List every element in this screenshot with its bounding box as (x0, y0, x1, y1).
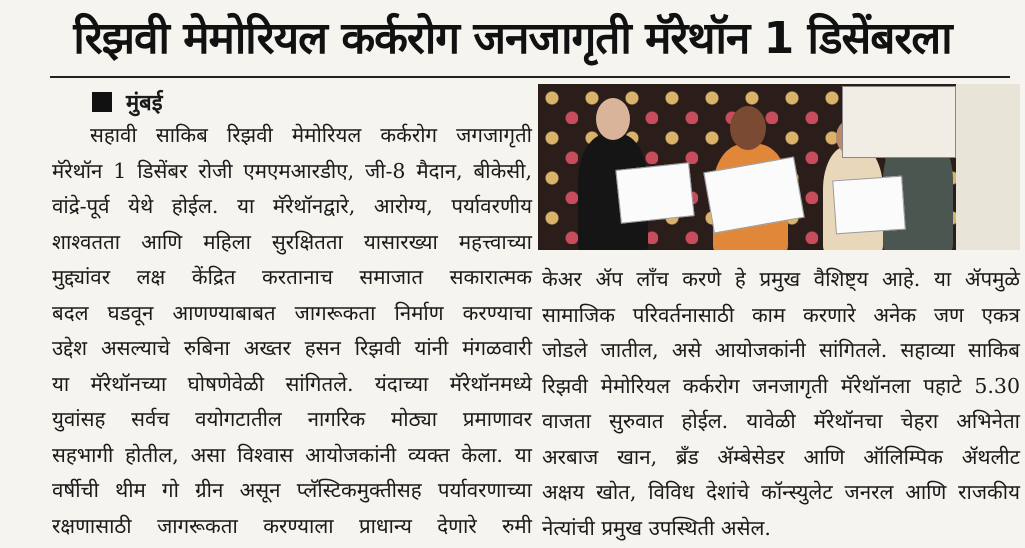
person-head (596, 98, 630, 140)
article-line: रिझवी मेमोरियल कर्करोग जनजागृती मॅरेथॉनला पहाटे 5.30 (542, 373, 1020, 398)
dateline (92, 88, 163, 116)
article-line: केअर ॲप लाँच करणे हे प्रमुख वैशिष्ट्य आहे. या ॲपमुळे (542, 267, 1020, 291)
article-line: रक्षणासाठी जागरूकता करण्याला प्राधान्य देणारे रुमी (52, 513, 532, 538)
article-line: अरबाज खान, ब्रँड ॲम्बेसेडर आणि ऑलिम्पिक ॲथलीट (542, 444, 1020, 469)
article-line: मुद्द्यांवर लक्ष केंद्रित करतानाच समाजात सकारात्मक (52, 265, 532, 289)
article-line: बदल घडवून आणण्याबाबत जागरूकता निर्माण करण्याचा (52, 300, 532, 325)
launch-card (832, 176, 906, 235)
article-line: उद्देश असल्याचे रुबिना अख्तर हसन रिझवी यांनी मंगळवारी (52, 336, 532, 360)
article-line: वांद्रे-पूर्व येथे होईल. या मॅरेथॉनद्वारे, आरोग्य, पर्यावरणीय (52, 194, 532, 218)
article-line: मॅरेथॉन 1 डिसेंबर रोजी एमएमआरडीए, जी-8 मैदान, बीकेसी, (52, 158, 532, 183)
article-line: सहभागी होतील, असा विश्वास आयोजकांनी व्यक्त केला. या (52, 442, 532, 467)
article-line: सामाजिक परिवर्तनासाठी काम करणारे अनेक जण एकत्र (542, 302, 1020, 327)
article-line: अक्षय खोत, विविध देशांचे कॉन्स्युलेट जनरल आणि राजकीय (542, 480, 1020, 504)
event-banner (842, 86, 956, 158)
article-line: वाजता सुरुवात होईल. यावेळी मॅरेथॉनचा चेहरा अभिनेता (542, 409, 1020, 433)
article-line: युवांसह सर्वच वयोगटातील नागरिक मोठ्या प्रमाणावर (52, 407, 532, 431)
article-line: सहावी साकिब रिझवी मेमोरियल कर्करोग जगजागृती (90, 123, 532, 147)
launch-card (615, 162, 694, 223)
article-line: नेत्यांची प्रमुख उपस्थिती असेल. (542, 515, 771, 540)
photo-side-panel (956, 84, 1020, 250)
headline-rule (50, 76, 1010, 78)
article-left-column (52, 118, 532, 544)
dateline-city: मुंबई (126, 91, 163, 116)
article-right-column (542, 262, 1020, 546)
article-line: जोडले जातील, असे आयोजकांनी सांगितले. सहाव्या साकिब (542, 338, 1020, 362)
article-line: या मॅरेथॉनच्या घोषणेवेळी सांगितले. यंदाच्या मॅरेथॉनमध्ये (52, 371, 532, 396)
event-photo (538, 84, 956, 250)
headline: रिझवी मेमोरियल कर्करोग जनजागृती मॅरेथॉन 1 डिसेंबरला (73, 13, 952, 64)
dateline-square-icon (92, 92, 112, 112)
article-line: वर्षीची थीम गो ग्रीन असून प्लॅस्टिकमुक्तीसह पर्यावरणाच्या (52, 478, 532, 502)
person-head (730, 106, 766, 150)
article-line: शाश्वतता आणि महिला सुरक्षितता यासारख्या महत्त्वाच्या (52, 229, 532, 254)
